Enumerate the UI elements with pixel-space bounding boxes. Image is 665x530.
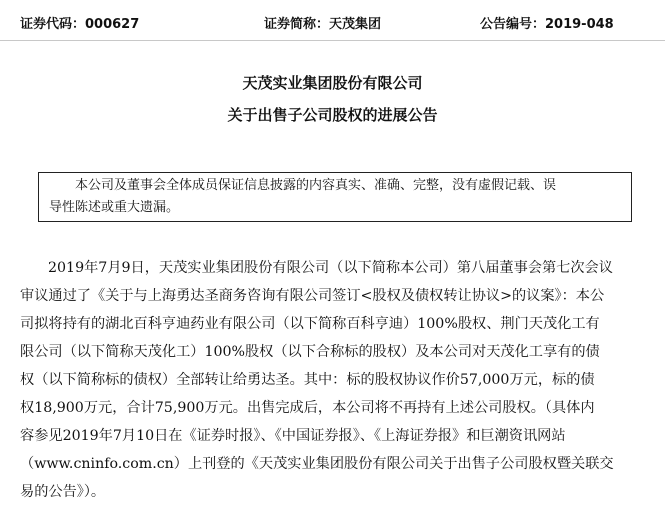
announcement-number: 公告编号：2019-048 (480, 17, 614, 32)
body-line: 司拟将持有的湖北百科亨迪药业有限公司（以下简称百科亨迪）100%股权、荆门天茂化工有 (20, 316, 600, 332)
body-line: 易的公告》）。 (20, 484, 106, 500)
company-title: 天茂实业集团股份有限公司 (242, 74, 423, 92)
stock-code: 证券代码：000627 (20, 17, 140, 32)
body-line: 权（以下简称标的债权）全部转让给勇达圣。其中：标的股权协议作价57,000万元，标的债 (20, 372, 595, 388)
body-line: 限公司（以下简称天茂化工）100%股权（以下合称标的股权）及本公司对天茂化工享有的债 (20, 344, 600, 360)
announcement-title: 关于出售子公司股权的进展公告 (227, 106, 438, 124)
notice-line-1: 本公司及董事会全体成员保证信息披露的内容真实、准确、完整，没有虚假记载、误 (75, 178, 557, 193)
body-line: 2019年7月9日，天茂实业集团股份有限公司（以下简称本公司）第八届董事会第七次会议 (48, 260, 613, 276)
board-guarantee-notice (38, 172, 632, 222)
body-line: 容参见2019年7月10日在《证券时报》、《中国证券报》、《上海证券报》和巨潮资讯网站 (20, 428, 566, 444)
announcement-header (0, 10, 665, 34)
notice-line-2: 导性陈述或重大遗漏。 (49, 200, 180, 215)
stock-name: 证券简称：天茂集团 (264, 17, 382, 32)
header-divider (0, 40, 665, 41)
body-line: （www.cninfo.com.cn）上刊登的《天茂实业集团股份有限公司关于出售子公司股权暨关联交 (20, 456, 614, 472)
announcement-body (20, 254, 650, 506)
body-line: 权18,900万元，合计75,900万元。出售完成后，本公司将不再持有上述公司股权。（具体内 (20, 400, 595, 416)
body-line: 审议通过了《关于与上海勇达圣商务咨询有限公司签订<股权及债权转让协议>的议案》：本公 (20, 288, 605, 304)
